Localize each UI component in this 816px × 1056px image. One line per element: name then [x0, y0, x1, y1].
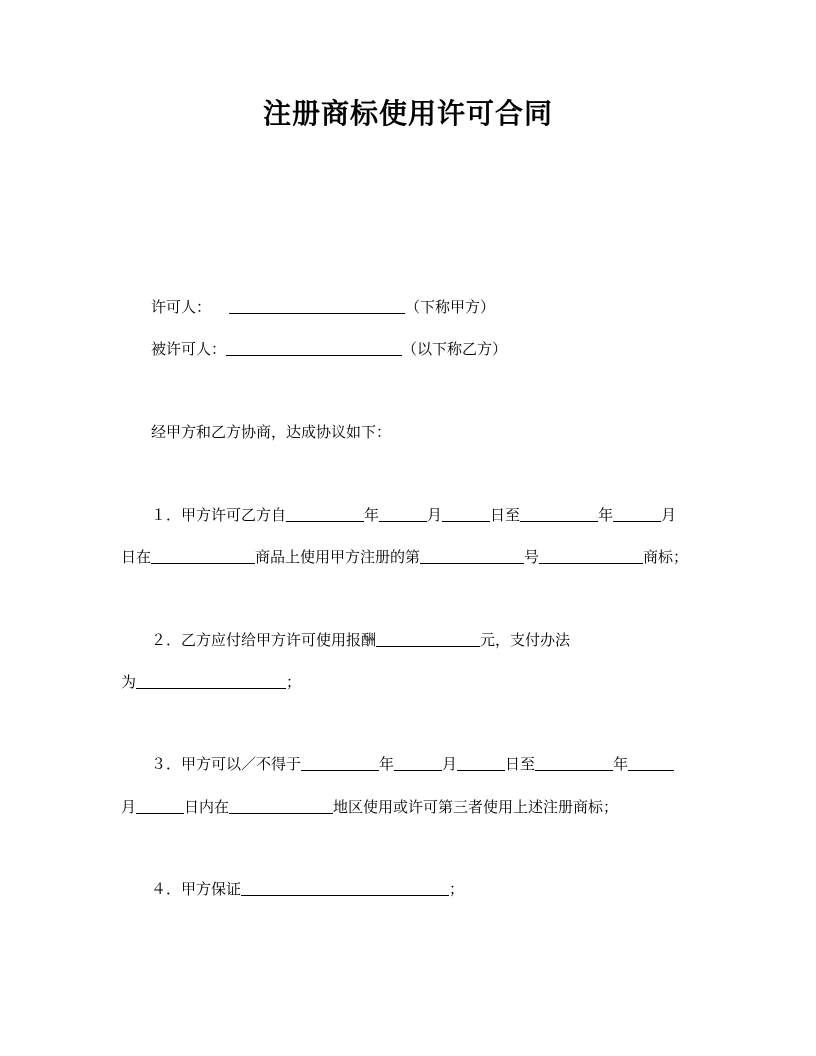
clause3-line2-text-c: 地区使用或许可第三者使用上述注册商标；	[333, 798, 619, 816]
licensor-suffix: （下称甲方）	[405, 298, 496, 316]
clause3-text-d: 日至	[505, 755, 536, 773]
licensee-line	[151, 338, 507, 360]
clause1-text-c: 月	[427, 506, 443, 524]
clause1-blank-reg-number	[420, 547, 524, 564]
clause3-text-a: ３．甲方可以／不得于	[151, 755, 302, 773]
clause2-text-a: ２．乙方应付给甲方许可使用报酬	[151, 631, 377, 649]
licensee-suffix: （以下称乙方）	[402, 340, 508, 358]
clause3-line2-text-b: 日内在	[184, 798, 230, 816]
clause1-blank-year-end	[520, 505, 598, 522]
clause3-blank-month-start	[394, 754, 442, 771]
clause1-line2-text-b: 商品上使用甲方注册的第	[255, 548, 421, 566]
clause1-blank-month-end	[613, 505, 661, 522]
clause3-text-c: 月	[442, 755, 458, 773]
clause3-blank-year-end	[535, 754, 613, 771]
document-title: 注册商标使用许可合同	[262, 97, 553, 130]
clause3-blank-region	[229, 797, 333, 814]
clause1-blank-day-start	[442, 505, 490, 522]
clause2-blank-amount	[376, 630, 480, 647]
clause1-text-f: 月	[661, 506, 677, 524]
intro-text: 经甲方和乙方协商，达成协议如下：	[151, 423, 392, 441]
clause1-line1	[151, 504, 676, 526]
clause1-blank-goods	[151, 547, 255, 564]
clause1-blank-month-start	[379, 505, 427, 522]
clause1-line2	[121, 546, 688, 568]
clause2-text-b: 元，支付办法	[480, 631, 571, 649]
clause1-line2-text-d: 商标；	[643, 548, 689, 566]
clause4-blank-guarantee	[241, 879, 449, 896]
clause4-text-b: ；	[449, 880, 465, 898]
clause2-line2-text-b: ；	[286, 673, 302, 691]
clause1-blank-year-start	[286, 505, 364, 522]
licensee-blank	[226, 339, 402, 356]
clause1-text-b: 年	[364, 506, 380, 524]
licensor-line	[151, 296, 495, 318]
licensor-label: 许可人：	[151, 298, 212, 316]
clause1-blank-trademark	[539, 547, 643, 564]
clause3-text-b: 年	[379, 755, 395, 773]
clause3-blank-day-start	[457, 754, 505, 771]
clause1-line2-text-c: 号	[524, 548, 540, 566]
clause1-line2-text-a: 日在	[121, 548, 152, 566]
licensor-blank	[229, 297, 405, 314]
clause1-text-e: 年	[598, 506, 614, 524]
clause3-line1	[151, 753, 674, 775]
clause4-text-a: ４．甲方保证	[151, 880, 242, 898]
licensee-label: 被许可人：	[151, 340, 227, 358]
clause3-line2	[121, 796, 618, 818]
clause3-blank-day-end	[136, 797, 184, 814]
clause1-text-a: １．甲方许可乙方自	[151, 506, 287, 524]
clause2-line2-text-a: 为	[121, 673, 137, 691]
clause3-text-e: 年	[613, 755, 629, 773]
clause2-line1	[151, 629, 570, 651]
clause2-blank-payment	[136, 672, 286, 689]
clause1-text-d: 日至	[490, 506, 521, 524]
clause3-line2-text-a: 月	[121, 798, 137, 816]
clause2-line2	[121, 671, 301, 693]
clause3-blank-year-start	[301, 754, 379, 771]
clause4-line	[151, 878, 464, 900]
clause3-blank-month-end	[628, 754, 674, 771]
